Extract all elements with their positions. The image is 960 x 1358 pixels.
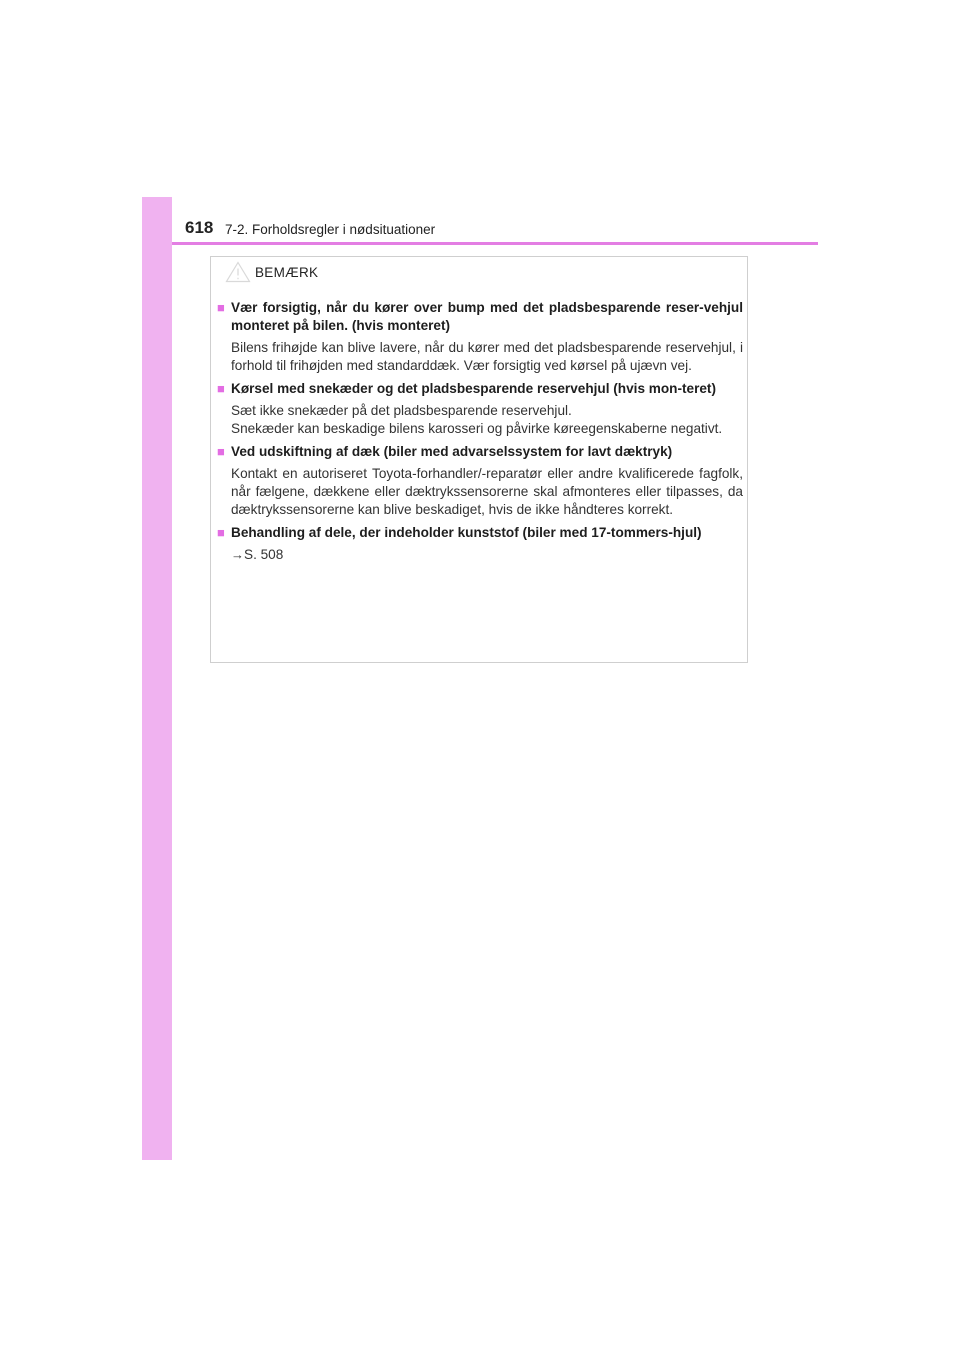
item-title: Vær forsigtig, når du kører over bump med det pladsbesparende reser-vehjul monteret på bilen. (hvis monteret) — [231, 300, 743, 333]
notice-header — [225, 261, 318, 283]
square-bullet-icon: ■ — [217, 300, 225, 315]
item-paragraph: Snekæder kan beskadige bilens karosseri og påvirke køreegenskaberne negativt. — [231, 421, 723, 436]
square-bullet-icon: ■ — [217, 381, 225, 396]
page-number: 618 — [185, 218, 214, 237]
page-reference[interactable] — [231, 546, 743, 564]
arrow-right-icon: → — [231, 547, 244, 562]
notice-item — [217, 299, 743, 375]
notice-item — [217, 524, 743, 564]
notice-item — [217, 443, 743, 519]
notice-item — [217, 380, 743, 438]
section-title: 7-2. Forholdsregler i nødsituationer — [225, 222, 436, 237]
warning-triangle-icon — [225, 261, 251, 283]
notice-label: BEMÆRK — [255, 264, 319, 280]
item-paragraph: Bilens frihøjde kan blive lavere, når du kører med det pladsbesparende reservehjul, i forhold til frihøjden med standarddæk. Vær forsigtig ved kørsel på ujævn vej. — [231, 340, 743, 373]
item-paragraph: Kontakt en autoriseret Toyota-forhandler/-reparatør eller andre kvalificerede fagfolk, når fælgene, dækkene eller dæktrykssensorerne skal afmonteres eller tilpasses, da dæktrykssensorerne kan blive beskadiget, hvis de ikke håndteres korrekt. — [231, 466, 743, 517]
notice-body — [217, 299, 743, 569]
item-paragraph: Sæt ikke snekæder på det pladsbesparende reservehjul. — [231, 403, 572, 418]
item-title: Ved udskiftning af dæk (biler med advarselssystem for lavt dæktryk) — [231, 444, 673, 459]
item-title: Behandling af dele, der indeholder kunststof (biler med 17-tommers-hjul) — [231, 525, 702, 540]
header-divider — [172, 242, 818, 245]
square-bullet-icon: ■ — [217, 525, 225, 540]
square-bullet-icon: ■ — [217, 444, 225, 459]
item-title: Kørsel med snekæder og det pladsbesparende reservehjul (hvis mon-teret) — [231, 381, 716, 396]
chapter-side-tab — [142, 197, 172, 1160]
notice-box — [210, 256, 748, 663]
page-reference-text: S. 508 — [244, 547, 284, 562]
